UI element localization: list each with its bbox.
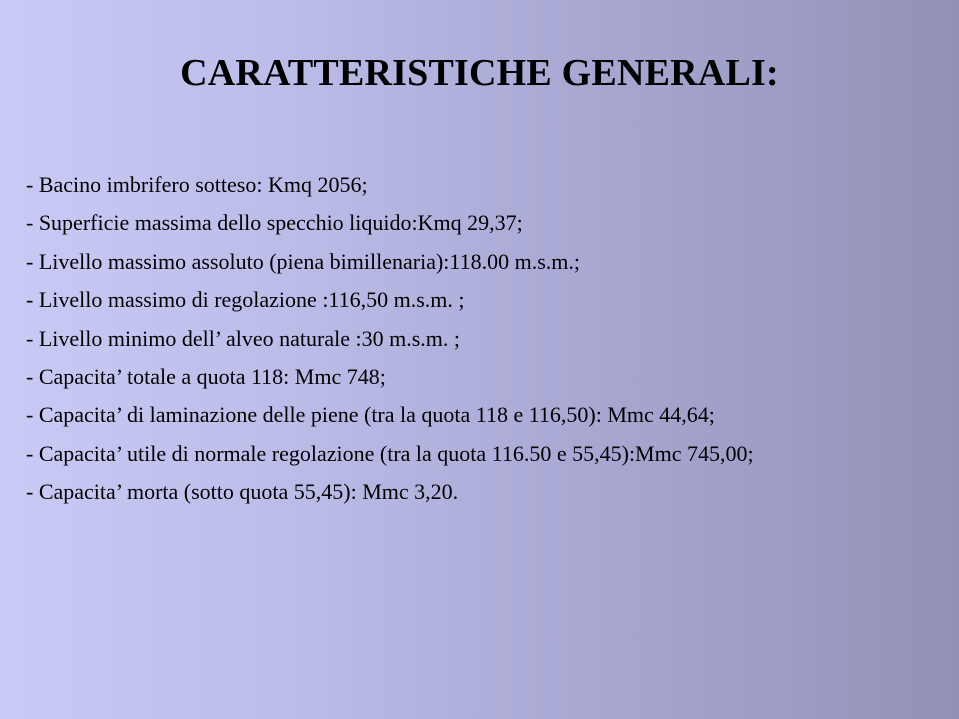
slide-title: CARATTERISTICHE GENERALI: — [180, 52, 779, 94]
list-item: - Livello massimo di regolazione :116,50 m.s.m. ; — [26, 287, 465, 313]
characteristics-list — [26, 166, 754, 512]
list-item: - Livello minimo dell’ alveo naturale :30 m.s.m. ; — [26, 325, 460, 351]
list-item: - Superficie massima dello specchio liquido:Kmq 29,37; — [26, 210, 523, 236]
list-item: - Capacita’ utile di normale regolazione (tra la quota 116.50 e 55,45):Mmc 745,00; — [26, 440, 754, 466]
list-item: - Livello massimo assoluto (piena bimillenaria):118.00 m.s.m.; — [26, 248, 580, 274]
list-item: - Capacita’ totale a quota 118: Mmc 748; — [26, 364, 386, 390]
list-item: - Capacita’ morta (sotto quota 55,45): Mmc 3,20. — [26, 479, 459, 505]
list-item: - Bacino imbrifero sotteso: Kmq 2056; — [26, 172, 368, 197]
list-item: - Capacita’ di laminazione delle piene (tra la quota 118 e 116,50): Mmc 44,64; — [26, 402, 715, 428]
